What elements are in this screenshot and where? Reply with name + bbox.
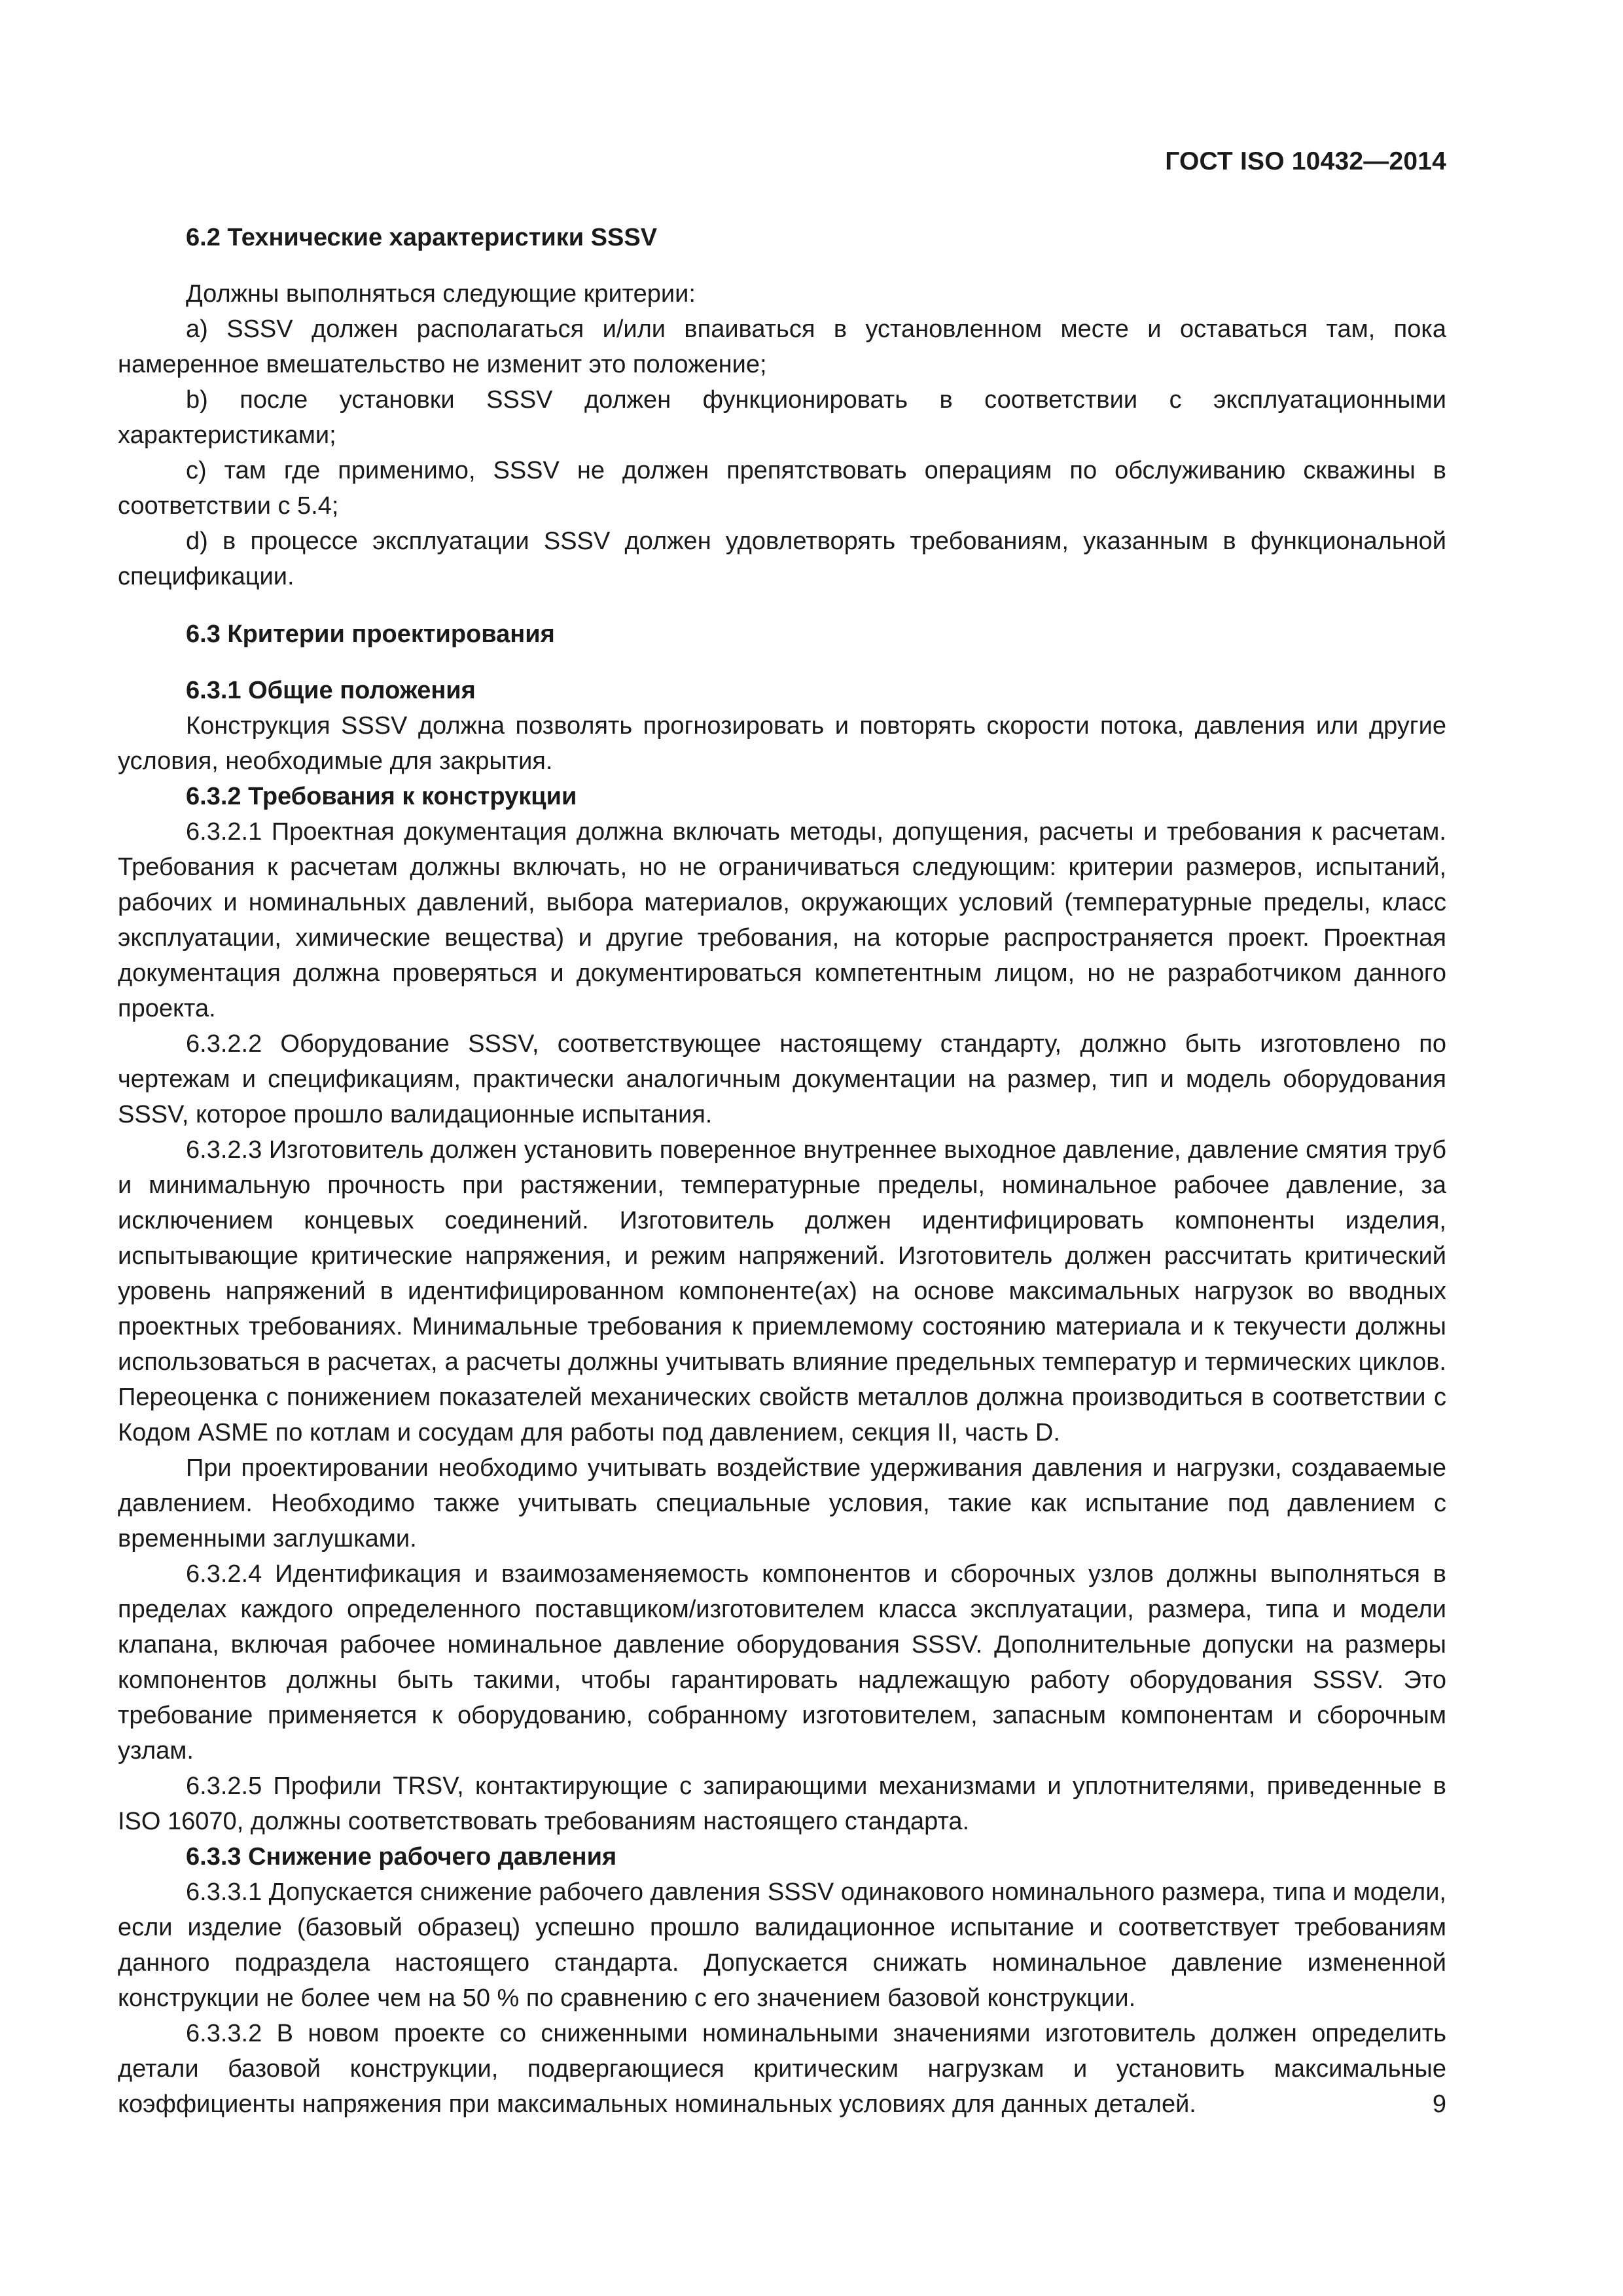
paragraph-6-3-3-1: 6.3.3.1 Допускается снижение рабочего давления SSSV одинакового номинального размера, типа и модели, если изделие (базовый образец) успешно прошло валидационное испытание и соответствует требованиям данного подраздела настоящего стандарта. Допускается снижать номинальное давление измененной конструкции не более чем на 50 % по сравнению с его значением базовой конструкции. xyxy=(118,1878,1446,2012)
paragraph-6-3-3-2: 6.3.3.2 В новом проекте со сниженными номинальными значениями изготовитель должен определить детали базовой конструкции, подвергающиеся критическим нагрузкам и установить максимальные коэффициенты напряжения при максимальных номинальных условиях для данных деталей. xyxy=(118,2020,1446,2118)
paragraph-6-3-2-4: 6.3.2.4 Идентификация и взаимозаменяемость компонентов и сборочных узлов должны выполняться в пределах каждого определенного поставщиком/изготовителем класса эксплуатации, размера, типа и модели клапана, включая рабочее номинальное давление оборудования SSSV. Дополнительные допуски на размеры компонентов должны быть такими, чтобы гарантировать надлежащую работу оборудования SSSV. Это требование применяется к оборудованию, собранному изготовителем, запасным компонентам и сборочным узлам. xyxy=(118,1560,1446,1765)
document-page xyxy=(118,0,1446,2296)
paragraph-6-3-2-1: 6.3.2.1 Проектная документация должна включать методы, допущения, расчеты и требования к расчетам. Требования к расчетам должны включать, но не ограничиваться следующим: критерии размеров, испытаний, рабочих и номинальных давлений, выбора материалов, окружающих условий (температурные пределы, класс эксплуатации, химические вещества) и другие требования, на которые распространяется проект. Проектная документация должна проверяться и документироваться компетентным лицом, но не разработчиком данного проекта. xyxy=(118,818,1446,1022)
paragraph-6-3-2-5: 6.3.2.5 Профили TRSV, контактирующие с запирающими механизмами и уплотнителями, приведенные в ISO 16070, должны соответствовать требованиям настоящего стандарта. xyxy=(118,1772,1446,1835)
document-id-header: ГОСТ ISO 10432—2014 xyxy=(1165,147,1446,175)
section-6-2-intro: Должны выполняться следующие критерии: xyxy=(186,280,696,308)
criteria-item-c: c) там где применимо, SSSV не должен препятствовать операциям по обслуживанию скважины в соответствии с 5.4; xyxy=(118,457,1446,520)
criteria-item-b: b) после установки SSSV должен функционировать в соответствии с эксплуатационными характеристиками; xyxy=(118,386,1446,449)
section-6-3-3-heading: 6.3.3 Снижение рабочего давления xyxy=(186,1843,617,1871)
section-spacer xyxy=(118,594,1446,617)
paragraph-6-3-2-2: 6.3.2.2 Оборудование SSSV, соответствующее настоящему стандарту, должно быть изготовлено по чертежам и спецификациям, практически аналогичным документации на размер, тип и модель оборудования SSSV, которое прошло валидационные испытания. xyxy=(118,1030,1446,1128)
paragraph-design-note: При проектировании необходимо учитывать воздействие удерживания давления и нагрузки, создаваемые давлением. Необходимо также учитывать специальные условия, такие как испытание под давлением с временными заглушками. xyxy=(118,1454,1446,1552)
section-6-3-1-text: Конструкция SSSV должна позволять прогнозировать и повторять скорости потока, давления или другие условия, необходимые для закрытия. xyxy=(118,712,1446,775)
section-6-3-1-heading: 6.3.1 Общие положения xyxy=(186,677,476,704)
section-6-3-heading: 6.3 Критерии проектирования xyxy=(186,620,555,648)
paragraph-6-3-2-3: 6.3.2.3 Изготовитель должен установить поверенное внутреннее выходное давление, давление смятия труб и минимальную прочность при растяжении, температурные пределы, номинальное рабочее давление, за исключением концевых соединений. Изготовитель должен идентифицировать компоненты изделия, испытывающие критические напряжения, и режим напряжений. Изготовитель должен рассчитать критический уровень напряжений в идентифицированном компоненте(ах) на основе максимальных нагрузок во вводных проектных требованиях. Минимальные требования к приемлемому состоянию материала и к текучести должны использоваться в расчетах, а расчеты должны учитывать влияние предельных температур и термических циклов. Переоценка с понижением показателей механических свойств металлов должна производиться в соответствии с Кодом ASME по котлам и сосудам для работы под давлением, секция II, часть D. xyxy=(118,1136,1446,1446)
criteria-item-d: d) в процессе эксплуатации SSSV должен удовлетворять требованиям, указанным в функциональной спецификации. xyxy=(118,528,1446,590)
section-6-3-2-heading: 6.3.2 Требования к конструкции xyxy=(186,783,577,810)
section-6-2-heading: 6.2 Технические характеристики SSSV xyxy=(186,224,658,251)
page-number: 9 xyxy=(1432,2090,1446,2118)
criteria-item-a: a) SSSV должен располагаться и/или впаиваться в установленном месте и оставаться там, пока намеренное вмешательство не изменит это положение; xyxy=(118,315,1446,378)
page-content xyxy=(118,220,1446,2122)
